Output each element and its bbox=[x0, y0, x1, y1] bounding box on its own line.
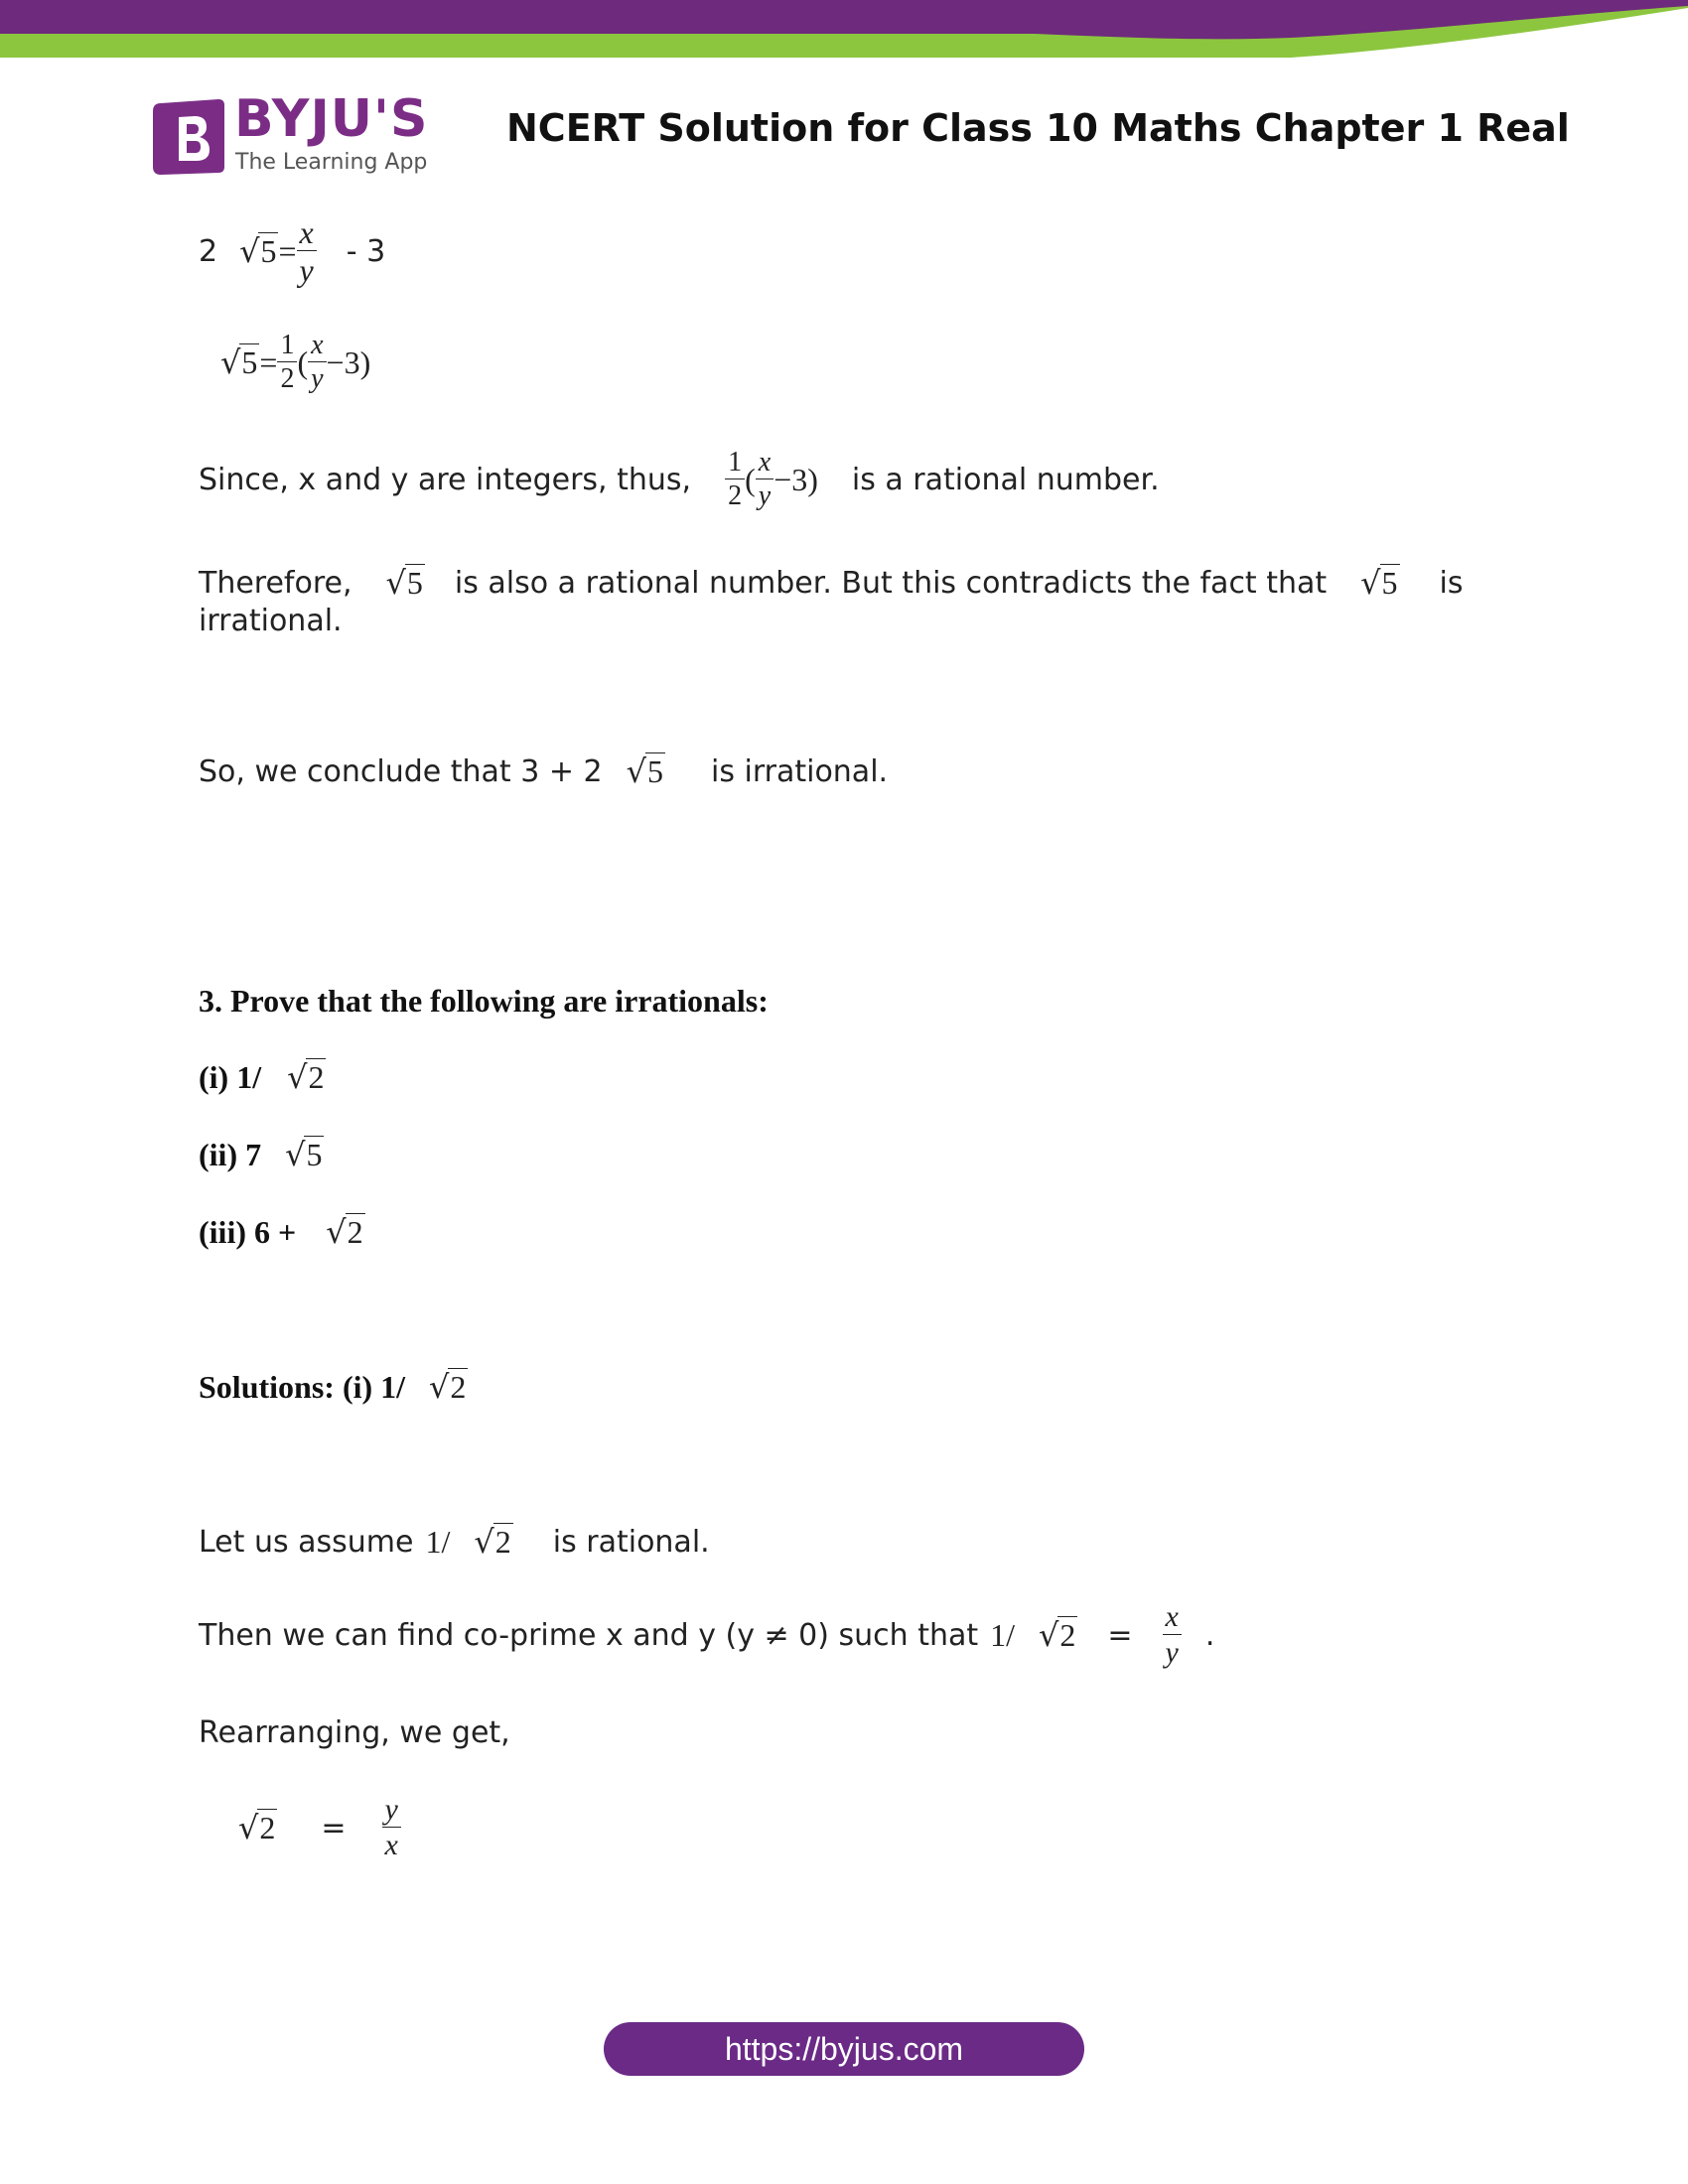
since-tail: −3) bbox=[774, 461, 818, 497]
q3-item-iii-label: (iii) 6 + bbox=[199, 1213, 297, 1250]
q3-item-i-sqrt bbox=[287, 1058, 326, 1096]
q3-item-iii bbox=[199, 1213, 365, 1251]
q3-item-ii-sqrt bbox=[285, 1136, 324, 1173]
therefore-root-b: 5 bbox=[1381, 565, 1398, 601]
q3-item-ii-root: 5 bbox=[306, 1137, 323, 1172]
sqrt-icon: √ bbox=[385, 564, 406, 602]
sqrt-icon: √ bbox=[239, 232, 260, 270]
logo-brand: BYJU'S bbox=[234, 89, 429, 149]
since-half-den: 2 bbox=[728, 480, 743, 511]
equation-1 bbox=[199, 216, 385, 286]
sqrt-icon: √ bbox=[287, 1058, 308, 1096]
then-sqrt bbox=[1039, 1616, 1077, 1654]
final-den: x bbox=[384, 1829, 398, 1861]
eq2-open-paren: ( bbox=[297, 343, 309, 380]
eq1-den: y bbox=[299, 252, 314, 288]
eq1-equals: = bbox=[278, 232, 297, 269]
eq2-half bbox=[277, 332, 297, 393]
solutions-heading bbox=[199, 1368, 468, 1406]
therefore-sqrt-5 bbox=[386, 564, 425, 602]
eq2-den: y bbox=[311, 363, 324, 394]
since-den: y bbox=[758, 480, 772, 511]
logo-tagline: The Learning App bbox=[235, 150, 428, 175]
assume-after: is rational. bbox=[552, 1524, 710, 1560]
sqrt-icon: √ bbox=[238, 1809, 259, 1846]
page-title: NCERT Solution for Class 10 Maths Chapter 1 Real bbox=[506, 106, 1570, 150]
since-half-num: 1 bbox=[725, 449, 745, 479]
then-equals: = bbox=[1107, 1617, 1133, 1653]
therefore-mid: is also a rational number. But this contradicts the fact that bbox=[454, 565, 1328, 601]
conclude-sqrt-5 bbox=[627, 752, 665, 790]
then-text: Then we can find co-prime x and y (y ≠ 0) such that bbox=[199, 1617, 979, 1653]
question-3-heading: 3. Prove that the following are irrationals: bbox=[199, 983, 769, 1019]
sqrt-icon: √ bbox=[429, 1368, 450, 1406]
since-num: x bbox=[756, 449, 774, 479]
assume-root: 2 bbox=[494, 1524, 511, 1560]
since-line bbox=[199, 449, 1160, 510]
q3-item-i-root: 2 bbox=[308, 1059, 325, 1095]
then-frac-lead: 1/ bbox=[990, 1616, 1016, 1653]
sqrt-icon: √ bbox=[326, 1213, 347, 1251]
final-fraction bbox=[382, 1795, 401, 1860]
final-sqrt bbox=[238, 1809, 277, 1846]
conclude-root: 5 bbox=[646, 753, 663, 789]
then-line bbox=[199, 1602, 1214, 1668]
header-banner bbox=[0, 0, 1688, 60]
since-expression bbox=[725, 449, 818, 510]
eq2-tail: −3) bbox=[326, 343, 371, 380]
therefore-root-a: 5 bbox=[406, 565, 423, 601]
eq2-equals: = bbox=[259, 343, 278, 380]
eq2-root: 5 bbox=[241, 344, 258, 380]
final-num: y bbox=[382, 1795, 401, 1828]
since-text: Since, x and y are integers, thus, bbox=[199, 462, 692, 497]
q3-item-i bbox=[199, 1058, 326, 1096]
final-equals: = bbox=[321, 1810, 347, 1845]
eq1-fraction bbox=[297, 216, 317, 286]
final-root: 2 bbox=[259, 1810, 276, 1845]
then-dot: . bbox=[1204, 1617, 1215, 1653]
since-open-paren: ( bbox=[745, 461, 756, 497]
q3-item-iii-sqrt bbox=[326, 1213, 364, 1251]
since-after: is a rational number. bbox=[851, 462, 1160, 497]
footer-url-text: https://byjus.com bbox=[724, 2030, 964, 2067]
sqrt-icon: √ bbox=[626, 752, 646, 790]
q3-item-ii-label: (ii) 7 bbox=[199, 1136, 262, 1172]
assume-text: Let us assume bbox=[199, 1524, 414, 1560]
therefore-text: Therefore, bbox=[199, 565, 352, 601]
then-fraction bbox=[1163, 1602, 1182, 1668]
eq2-half-num: 1 bbox=[277, 332, 297, 362]
conclude-text: So, we conclude that 3 + 2 bbox=[199, 753, 603, 789]
byjus-logo-icon bbox=[149, 97, 228, 177]
sqrt-icon: √ bbox=[474, 1523, 494, 1561]
eq2-half-den: 2 bbox=[280, 363, 295, 394]
assume-line bbox=[199, 1523, 710, 1561]
sqrt-icon: √ bbox=[1039, 1616, 1059, 1654]
eq1-lead: 2 bbox=[199, 233, 218, 269]
therefore-is: is bbox=[1439, 565, 1464, 601]
q3-item-iii-root: 2 bbox=[347, 1214, 363, 1250]
eq1-tail: - 3 bbox=[346, 233, 386, 269]
rearranging-text: Rearranging, we get, bbox=[199, 1715, 510, 1750]
therefore-sqrt-5b bbox=[1360, 564, 1399, 602]
eq2-num: x bbox=[308, 332, 326, 362]
assume-frac-lead: 1/ bbox=[425, 1523, 451, 1560]
final-equation bbox=[238, 1795, 401, 1860]
sqrt-icon: √ bbox=[1360, 564, 1381, 602]
sqrt-icon: √ bbox=[285, 1136, 306, 1173]
footer-url-link[interactable] bbox=[604, 2022, 1084, 2076]
solutions-sqrt bbox=[429, 1368, 468, 1406]
conclude-line bbox=[199, 752, 888, 790]
equation-2 bbox=[220, 332, 370, 393]
q3-item-ii bbox=[199, 1136, 324, 1173]
eq2-fraction bbox=[308, 332, 326, 393]
then-den: y bbox=[1165, 1636, 1179, 1669]
therefore-line bbox=[199, 564, 1464, 602]
eq1-root: 5 bbox=[260, 233, 277, 269]
sqrt-icon: √ bbox=[220, 343, 241, 381]
conclude-after: is irrational. bbox=[710, 753, 889, 789]
q3-item-i-label: (i) 1/ bbox=[199, 1058, 262, 1095]
assume-sqrt bbox=[474, 1523, 512, 1561]
solutions-label: Solutions: (i) 1/ bbox=[199, 1368, 406, 1405]
then-root: 2 bbox=[1059, 1617, 1076, 1653]
since-fraction bbox=[756, 449, 774, 510]
since-half bbox=[725, 449, 745, 510]
eq1-num: x bbox=[297, 216, 317, 251]
then-num: x bbox=[1163, 1602, 1182, 1635]
solutions-root: 2 bbox=[450, 1369, 467, 1405]
therefore-line-2: irrational. bbox=[199, 604, 343, 638]
